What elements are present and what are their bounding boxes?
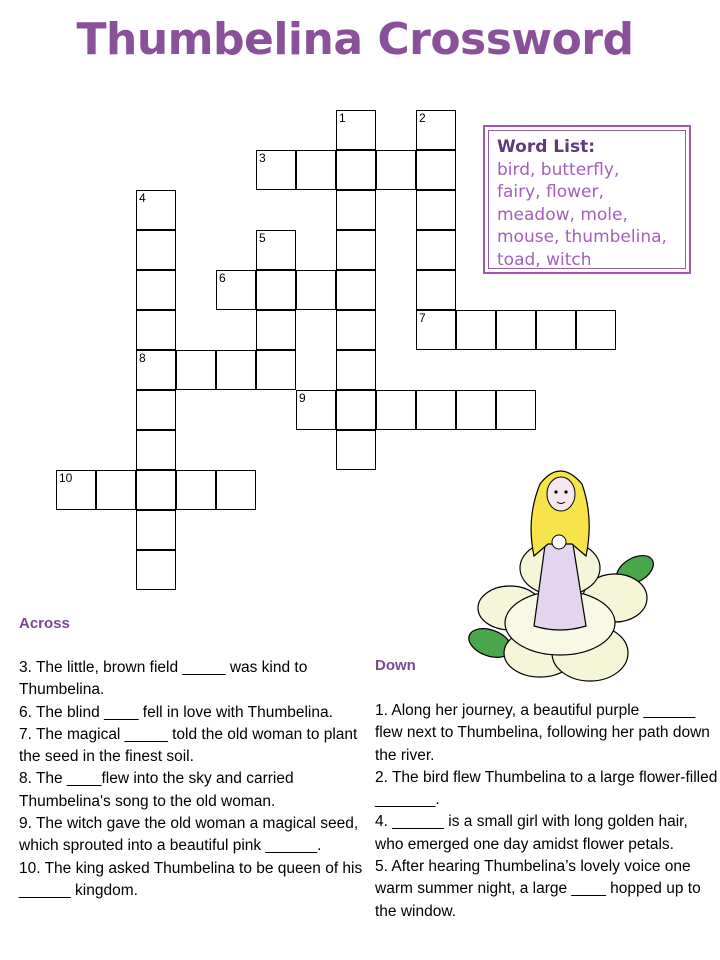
clue-down-4: 4. ______ is a small girl with long golden hair, who emerged one day amidst flower petals.: [375, 813, 688, 853]
eye: [564, 490, 567, 493]
clue-across-6: 6. The blind ____ fell in love with Thumbelina.: [19, 703, 333, 721]
word-list-line: meadow, mole,: [497, 204, 628, 225]
thumbelina-flower-illustration: [460, 458, 660, 688]
clue-number: 1: [339, 111, 346, 125]
crossword-cell[interactable]: [256, 350, 296, 390]
crossword-cell[interactable]: [136, 190, 176, 230]
crossword-cell[interactable]: [256, 270, 296, 310]
crossword-cell[interactable]: [296, 390, 336, 430]
crossword-cell[interactable]: [256, 310, 296, 350]
down-clues: [375, 700, 720, 923]
clue-across-10: 10. The king asked Thumbelina to be queen of his ______ kingdom.: [19, 859, 363, 899]
crossword-cell[interactable]: [176, 350, 216, 390]
across-heading: Across: [19, 615, 70, 632]
crossword-cell[interactable]: [416, 110, 456, 150]
clue-number: 10: [59, 471, 73, 485]
across-clues: [19, 657, 364, 902]
crossword-cell[interactable]: [416, 190, 456, 230]
hand-flower: [552, 535, 566, 549]
crossword-cell[interactable]: [336, 350, 376, 390]
crossword-cell[interactable]: [496, 310, 536, 350]
clue-across-9: 9. The witch gave the old woman a magical seed, which sprouted into a beautiful pink ______.: [19, 815, 359, 855]
crossword-cell[interactable]: [136, 310, 176, 350]
clue-across-3: 3. The little, brown field _____ was kind to Thumbelina.: [19, 659, 308, 699]
crossword-cell[interactable]: [136, 390, 176, 430]
crossword-cell[interactable]: [416, 230, 456, 270]
clue-across-8: 8. The ____flew into the sky and carried Thumbelina's song to the old woman.: [19, 770, 294, 810]
clue-number: 4: [139, 191, 146, 205]
crossword-cell[interactable]: [376, 150, 416, 190]
crossword-cell[interactable]: [336, 390, 376, 430]
crossword-cell[interactable]: [416, 310, 456, 350]
crossword-cell[interactable]: [416, 390, 456, 430]
crossword-cell[interactable]: [256, 150, 296, 190]
crossword-cell[interactable]: [336, 430, 376, 470]
word-list-box: [483, 125, 691, 274]
crossword-cell[interactable]: [496, 390, 536, 430]
crossword-cell[interactable]: [136, 350, 176, 390]
crossword-cell[interactable]: [136, 510, 176, 550]
word-list-inner: [488, 130, 686, 269]
clue-down-5: 5. After hearing Thumbelina’s lovely voice one warm summer night, a large ____ hopped up to the window.: [375, 858, 701, 920]
crossword-cell[interactable]: [336, 230, 376, 270]
crossword-cell[interactable]: [136, 430, 176, 470]
word-list-line: fairy, flower,: [497, 182, 604, 202]
crossword-cell[interactable]: [536, 310, 576, 350]
clue-down-2: 2. The bird flew Thumbelina to a large flower-filled _______.: [375, 768, 718, 809]
word-list-title: Word List:: [497, 137, 595, 157]
crossword-cell[interactable]: [336, 190, 376, 230]
clue-number: 3: [259, 151, 266, 165]
clue-number: 2: [419, 111, 426, 125]
crossword-cell[interactable]: [336, 110, 376, 150]
crossword-cell[interactable]: [456, 390, 496, 430]
crossword-cell[interactable]: [256, 230, 296, 270]
crossword-cell[interactable]: [376, 390, 416, 430]
crossword-cell[interactable]: [416, 150, 456, 190]
word-list-line: mouse, thumbelina,: [497, 227, 667, 247]
clue-down-1: 1. Along her journey, a beautiful purple ______ flew next to Thumbelina, following her path down the river.: [375, 702, 710, 764]
crossword-cell[interactable]: [336, 310, 376, 350]
word-list-line: bird, butterfly,: [497, 159, 620, 180]
crossword-cell[interactable]: [456, 310, 496, 350]
crossword-cell[interactable]: [96, 470, 136, 510]
crossword-cell[interactable]: [136, 550, 176, 590]
clue-across-7: 7. The magical _____ told the old woman to plant the seed in the finest soil.: [19, 725, 358, 766]
crossword-cell[interactable]: [216, 270, 256, 310]
face: [547, 477, 575, 511]
crossword-cell[interactable]: [336, 270, 376, 310]
clue-number: 5: [259, 231, 266, 245]
crossword-cell[interactable]: [136, 230, 176, 270]
crossword-cell[interactable]: [216, 350, 256, 390]
word-list-line: toad, witch: [497, 249, 592, 270]
crossword-cell[interactable]: [416, 270, 456, 310]
crossword-cell[interactable]: [576, 310, 616, 350]
page-title: Thumbelina Crossword: [76, 14, 634, 65]
crossword-cell[interactable]: [336, 150, 376, 190]
eye: [554, 490, 557, 493]
clue-number: 9: [299, 391, 306, 405]
crossword-cell[interactable]: [136, 270, 176, 310]
clue-number: 7: [419, 311, 426, 325]
crossword-cell[interactable]: [216, 470, 256, 510]
crossword-cell[interactable]: [136, 470, 176, 510]
crossword-cell[interactable]: [56, 470, 96, 510]
crossword-cell[interactable]: [296, 150, 336, 190]
clue-number: 6: [219, 271, 226, 285]
crossword-cell[interactable]: [296, 270, 336, 310]
clue-number: 8: [139, 351, 146, 365]
crossword-cell[interactable]: [176, 470, 216, 510]
down-heading: Down: [375, 657, 416, 674]
